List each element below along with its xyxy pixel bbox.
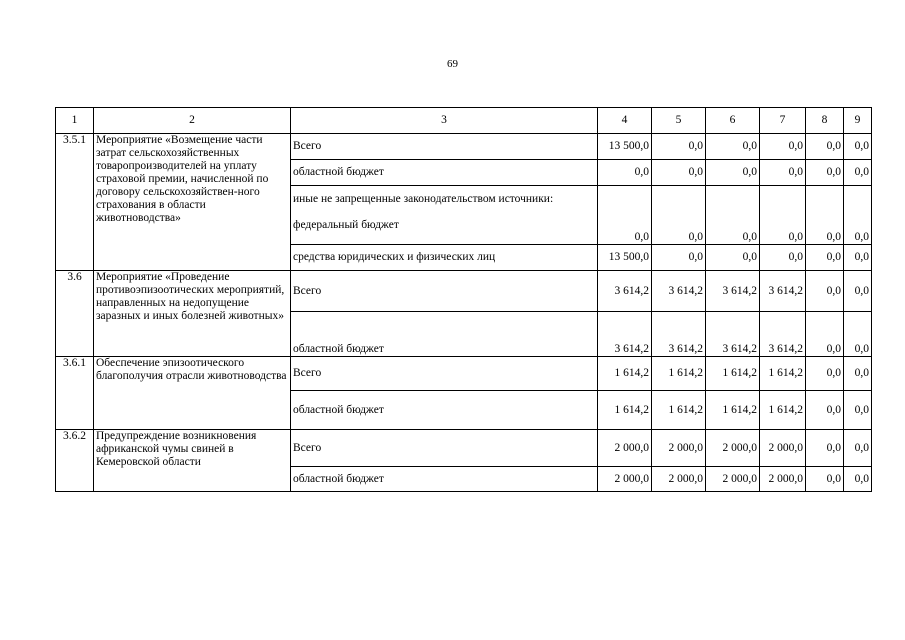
- header-col-1: 1: [56, 108, 94, 134]
- row-name: Обеспечение эпизоотического благополучия отрасли животноводства: [94, 357, 291, 430]
- value-col-6: 0,0: [706, 134, 760, 160]
- value-col-4: 13 500,0: [598, 134, 652, 160]
- value-col-4: 3 614,2: [598, 271, 652, 312]
- value-col-6: 2 000,0: [706, 467, 760, 492]
- value-col-5: 0,0: [652, 245, 706, 271]
- row-name: Предупреждение возникновения африканской чумы свиней в Кемеровской области: [94, 430, 291, 492]
- value-col-7: 3 614,2: [760, 271, 806, 312]
- value-col-6: 1 614,2: [706, 391, 760, 430]
- header-col-6: 6: [706, 108, 760, 134]
- value-col-4: 1 614,2: [598, 391, 652, 430]
- value-col-5: 1 614,2: [652, 391, 706, 430]
- funding-source: областной бюджет: [291, 312, 598, 357]
- funding-source: средства юридических и физических лиц: [291, 245, 598, 271]
- header-col-4: 4: [598, 108, 652, 134]
- value-col-9: 0,0: [844, 430, 872, 467]
- value-col-8: 0,0: [806, 312, 844, 357]
- value-col-4: 1 614,2: [598, 357, 652, 391]
- value-col-6: 3 614,2: [706, 271, 760, 312]
- value-col-8: 0,0: [806, 357, 844, 391]
- value-col-4: 3 614,2: [598, 312, 652, 357]
- value-col-4: 2 000,0: [598, 467, 652, 492]
- value-col-7: 0,0: [760, 245, 806, 271]
- value-col-8: 0,0: [806, 467, 844, 492]
- value-col-7: 1 614,2: [760, 391, 806, 430]
- row-code: 3.6.2: [56, 430, 94, 492]
- value-col-8: 0,0: [806, 186, 844, 245]
- header-col-9: 9: [844, 108, 872, 134]
- value-col-7: 2 000,0: [760, 467, 806, 492]
- value-col-6: 0,0: [706, 186, 760, 245]
- value-col-9: 0,0: [844, 312, 872, 357]
- value-col-5: 0,0: [652, 134, 706, 160]
- value-col-5: 2 000,0: [652, 430, 706, 467]
- value-col-7: 2 000,0: [760, 430, 806, 467]
- value-col-5: 3 614,2: [652, 312, 706, 357]
- header-col-5: 5: [652, 108, 706, 134]
- row-name: Мероприятие «Возмещение части затрат сельскохозяйственных товаропроизводителей на уплату страховой премии, начисленной по договору сельскохозяйствен-ного страхования в области животноводства»: [94, 134, 291, 271]
- value-col-5: 0,0: [652, 160, 706, 186]
- value-col-6: 1 614,2: [706, 357, 760, 391]
- value-col-6: 3 614,2: [706, 312, 760, 357]
- funding-source: Всего: [291, 134, 598, 160]
- funding-source: Всего: [291, 357, 598, 391]
- value-col-9: 0,0: [844, 357, 872, 391]
- header-row: [56, 108, 872, 134]
- funding-source: областной бюджет: [291, 160, 598, 186]
- value-col-8: 0,0: [806, 271, 844, 312]
- value-col-6: 0,0: [706, 245, 760, 271]
- value-col-8: 0,0: [806, 134, 844, 160]
- value-col-4: 0,0: [598, 160, 652, 186]
- value-col-6: 2 000,0: [706, 430, 760, 467]
- value-col-4: 13 500,0: [598, 245, 652, 271]
- value-col-9: 0,0: [844, 271, 872, 312]
- funding-source: Всего: [291, 430, 598, 467]
- value-col-9: 0,0: [844, 467, 872, 492]
- value-col-4: 0,0: [598, 186, 652, 245]
- header-col-2: 2: [94, 108, 291, 134]
- value-col-9: 0,0: [844, 160, 872, 186]
- funding-source-heading: иные не запрещенные законодательством источники:: [293, 193, 554, 205]
- table-row: [56, 134, 872, 160]
- funding-source: федеральный бюджет: [293, 219, 399, 231]
- value-col-8: 0,0: [806, 160, 844, 186]
- value-col-7: 0,0: [760, 160, 806, 186]
- value-col-5: 2 000,0: [652, 467, 706, 492]
- value-col-7: 0,0: [760, 134, 806, 160]
- funding-source-group: [291, 186, 598, 245]
- value-col-5: 3 614,2: [652, 271, 706, 312]
- value-col-5: 0,0: [652, 186, 706, 245]
- budget-table: [55, 107, 872, 492]
- funding-source: областной бюджет: [291, 391, 598, 430]
- value-col-9: 0,0: [844, 391, 872, 430]
- funding-source: Всего: [291, 271, 598, 312]
- value-col-7: 1 614,2: [760, 357, 806, 391]
- row-code: 3.6: [56, 271, 94, 357]
- header-col-8: 8: [806, 108, 844, 134]
- value-col-8: 0,0: [806, 245, 844, 271]
- value-col-9: 0,0: [844, 245, 872, 271]
- value-col-7: 3 614,2: [760, 312, 806, 357]
- value-col-7: 0,0: [760, 186, 806, 245]
- header-col-7: 7: [760, 108, 806, 134]
- table-row: [56, 357, 872, 391]
- row-code: 3.5.1: [56, 134, 94, 271]
- value-col-8: 0,0: [806, 430, 844, 467]
- row-name: Мероприятие «Проведение противоэпизоотических мероприятий, направленных на недопущение заразных и иных болезней животных»: [94, 271, 291, 357]
- value-col-9: 0,0: [844, 186, 872, 245]
- value-col-8: 0,0: [806, 391, 844, 430]
- value-col-5: 1 614,2: [652, 357, 706, 391]
- header-col-3: 3: [291, 108, 598, 134]
- funding-source: областной бюджет: [291, 467, 598, 492]
- table-row: [56, 271, 872, 312]
- row-code: 3.6.1: [56, 357, 94, 430]
- value-col-4: 2 000,0: [598, 430, 652, 467]
- table-row: [56, 430, 872, 467]
- value-col-6: 0,0: [706, 160, 760, 186]
- value-col-9: 0,0: [844, 134, 872, 160]
- page-number: 69: [447, 58, 458, 70]
